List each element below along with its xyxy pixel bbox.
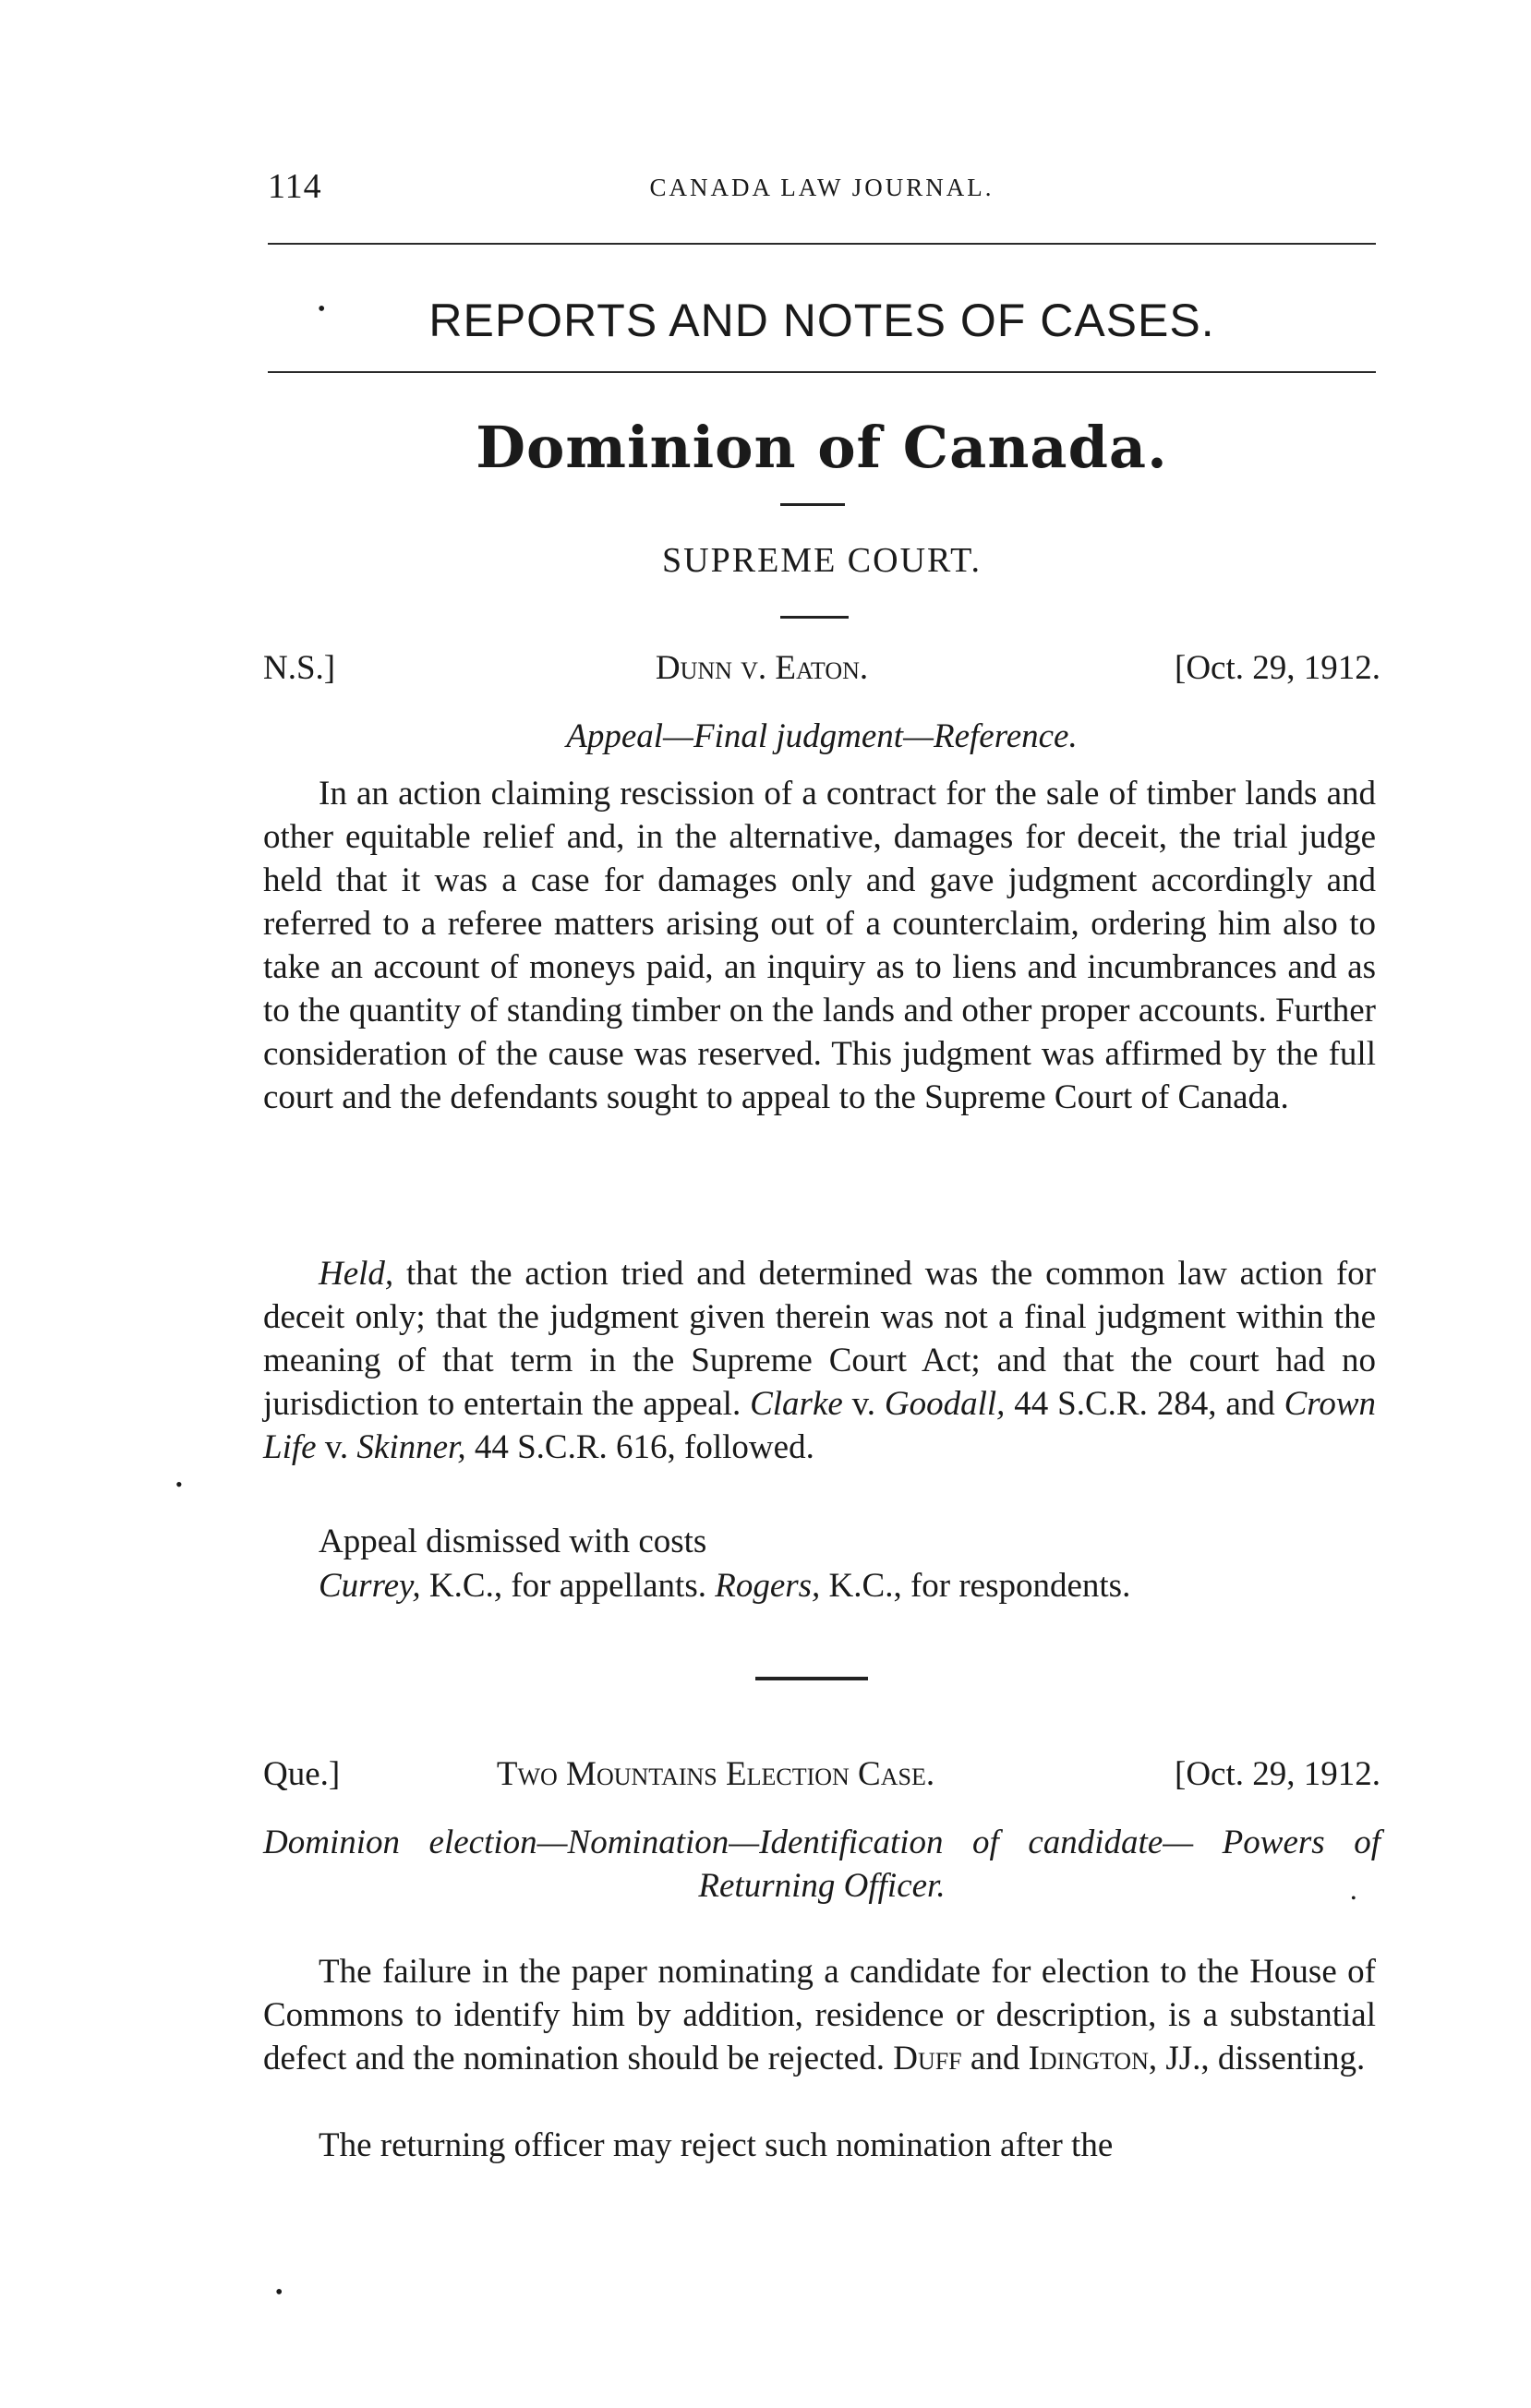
- jurisdiction-heading: Dominion of Canada.: [476, 414, 1168, 481]
- stray-mark: •: [1351, 1891, 1356, 1907]
- case-province: N.S.]: [263, 649, 336, 687]
- counsel-name: Rogers,: [715, 1567, 821, 1605]
- stray-mark: •: [275, 2281, 283, 2305]
- court-heading: SUPREME COURT.: [662, 541, 982, 580]
- case-paragraph-text: The failure in the paper nominating a candidate for election to the House of Commons to identify him by addition, residence or description, is a substantial defect and the nomination should be rejected.: [263, 1953, 1376, 2077]
- case-paragraph: The returning officer may reject such nomination after the: [319, 2126, 1114, 2164]
- counsel-role: K.C., for respondents.: [820, 1567, 1131, 1605]
- case-subject: Appeal—Final judgment—Reference.: [566, 717, 1078, 755]
- citation-case-name: Goodall,: [884, 1385, 1006, 1423]
- case-name: Dunn v. Eaton.: [655, 649, 869, 687]
- counsel-role: K.C., for appellants.: [420, 1567, 716, 1605]
- case-subject: Dominion election—Nomination—Identification of candidate— Powers of Returning Officer.: [263, 1824, 1380, 1905]
- counsel-name: Currey,: [319, 1567, 421, 1605]
- case-province: Que.]: [263, 1755, 341, 1793]
- header-rule: [268, 243, 1376, 245]
- case-name: Two Mountains Election Case.: [496, 1755, 935, 1793]
- dissent-conjunction: and: [961, 2040, 1029, 2077]
- dissent-text: , JJ., dissenting.: [1148, 2040, 1366, 2077]
- citation-case-name: Clarke: [750, 1385, 843, 1423]
- page-header: [268, 166, 1376, 212]
- short-divider: [780, 616, 849, 619]
- dissent-judge: Idington: [1028, 2040, 1149, 2077]
- case-date: [Oct. 29, 1912.: [1175, 1755, 1380, 1793]
- section-rule: [268, 371, 1376, 373]
- short-divider: [780, 503, 845, 506]
- disposition: Appeal dismissed with costs: [319, 1523, 707, 1560]
- citation-v: v.: [316, 1428, 357, 1466]
- case-paragraph: In an action claiming rescission of a contract for the sale of timber lands and other equitable relief and, in the alternative, damages for deceit, the trial judge held that it was a case for damages only and gave judgment accordingly and referred to a referee matters arising out of a counterclaim, ordering him also to take an account of moneys paid, an inquiry as to liens and incumbrances and as to the quantity of standing timber on the lands and other proper accounts. Further consideration of the cause was reserved. This judgment was affirmed by the full court and the defendants sought to appeal to the Supreme Court of Canada.: [263, 775, 1376, 1116]
- section-title: REPORTS AND NOTES OF CASES.: [428, 295, 1215, 346]
- case-date: [Oct. 29, 1912.: [1175, 649, 1380, 687]
- counsel-line: [263, 1564, 1376, 1607]
- running-head: CANADA LAW JOURNAL.: [649, 174, 995, 201]
- held-paragraph: [263, 1252, 1376, 1529]
- stray-mark: •: [318, 297, 326, 321]
- citation-case-name: Skinner,: [356, 1428, 466, 1466]
- case-heading: [263, 648, 1380, 694]
- dissent-judge: Duff: [893, 2040, 962, 2077]
- case-separator: [755, 1677, 868, 1680]
- case-heading: [263, 1754, 1380, 1800]
- citation-reference: 44 S.C.R. 616, followed.: [465, 1428, 814, 1466]
- page-number: 114: [268, 167, 322, 206]
- citation-reference: 44 S.C.R. 284, and: [1005, 1385, 1284, 1423]
- citation-v: v.: [842, 1385, 885, 1423]
- citation-case-name: Crown Life: [263, 1385, 1377, 1466]
- held-text: that the action tried and determined was the common law action for deceit only; that the judgment given therein was not a final judgment within the meaning of that term in the Supreme Court Act; and that the court had no jurisdiction to entertain the appeal.: [263, 1255, 1377, 1423]
- held-label: Held,: [319, 1255, 394, 1293]
- stray-mark: •: [175, 1473, 183, 1496]
- case-paragraph: [263, 1950, 1376, 2080]
